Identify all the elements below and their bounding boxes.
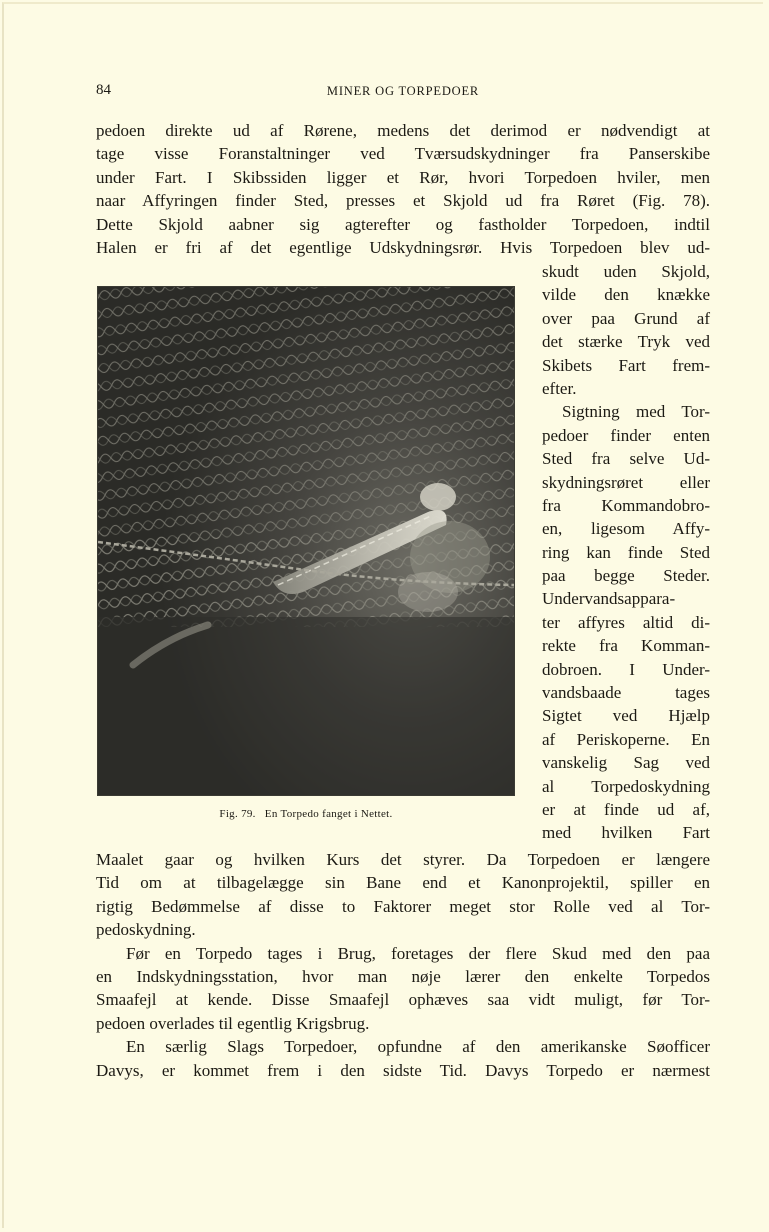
text-line: Halen er fri af det egentlige Udskydningsrør. Hvis Torpedoen blev ud- [96,237,710,257]
text-line: Før en Torpedo tages i Brug, foretages der flere Skud med den paa [126,943,710,963]
page-number: 84 [96,82,111,98]
text-line: al Torpedoskydning [542,776,710,796]
text-line: pedoskydning. [96,920,196,940]
text-line: Maalet gaar og hvilken Kurs det styrer. Da Torpedoen er længere [96,850,710,869]
text-line: er at finde ud af, [542,799,710,819]
text-line: skudt uden Skjold, [542,262,710,281]
text-line: tage visse Foranstaltninger ved Tværsudskydninger fra Panserskibe [96,144,710,164]
torpedo-net-photo [98,287,514,795]
text-line: Tid om at tilbagelægge sin Bane end et Kanonprojektil, spiller en [96,873,710,893]
text-line: fra Kommandobro- [542,495,710,515]
text-line: Smaafejl at kende. Disse Smaafejl ophæves saa vidt muligt, før Tor- [96,990,710,1010]
text-line: skydningsrøret eller [542,472,710,492]
text-line: vanskelig Sag ved [542,753,710,773]
text-line: vilde den knække [542,285,710,305]
text-line: pedoer finder enten [542,425,710,445]
text-line: pedoen overlades til egentlig Krigsbrug. [96,1013,370,1033]
paragraph-bottom [96,848,710,1082]
text-line: En særlig Slags Torpedoer, opfundne af den amerikanske Søofficer [126,1037,710,1057]
text-line: Sigtet ved Hjælp [542,706,710,726]
text-line: Undervandsappara- [542,589,676,609]
text-line: naar Affyringen finder Sted, presses et Skjold ud fra Røret (Fig. 78). [96,191,710,211]
paragraph-top [96,119,710,259]
text-line: Dette Skjold aabner sig agterefter og fastholder Torpedoen, indtil [96,214,710,234]
text-line: over paa Grund af [542,308,710,328]
running-head [96,82,710,102]
figure-label: Fig. 79. [219,808,256,820]
text-line: rekte fra Komman- [542,636,710,656]
text-line: en, ligesom Affy- [542,519,710,539]
text-line: pedoen direkte ud af Rørene, medens det derimod er nødvendigt at [96,121,710,140]
figure-caption [97,808,515,820]
text-line: Skibets Fart frem- [542,355,710,375]
text-line: ter affyres altid di- [542,612,710,632]
figure-caption-text: En Torpedo fanget i Nettet. [264,808,393,820]
text-line: rigtig Bedømmelse af disse to Faktorer meget stor Rolle ved al Tor- [96,896,710,916]
text-line: Davys, er kommet frem i den sidste Tid. Davys Torpedo er nærmest [96,1060,710,1080]
text-line: Sted fra selve Ud- [542,449,710,469]
text-line: af Periskoperne. En [542,729,710,749]
text-line: det stærke Tryk ved [542,332,710,352]
text-line: med hvilken Fart [542,823,710,843]
text-line: vandsbaade tages [542,683,710,703]
side-column-text [542,260,710,845]
running-title: MINER OG TORPEDOER [326,84,480,98]
text-line: dobroen. I Under- [542,659,710,679]
text-line: efter. [542,378,577,398]
text-line: under Fart. I Skibssiden ligger et Rør, hvori Torpedoen hviler, men [96,167,710,187]
text-line: ring kan finde Sted [542,542,710,562]
figure-torpedo-in-net [97,286,515,796]
text-line: en Indskydningsstation, hvor man nøje lærer den enkelte Torpedos [96,966,710,986]
text-line: Sigtning med Tor- [562,402,710,422]
text-line: paa begge Steder. [542,566,710,586]
